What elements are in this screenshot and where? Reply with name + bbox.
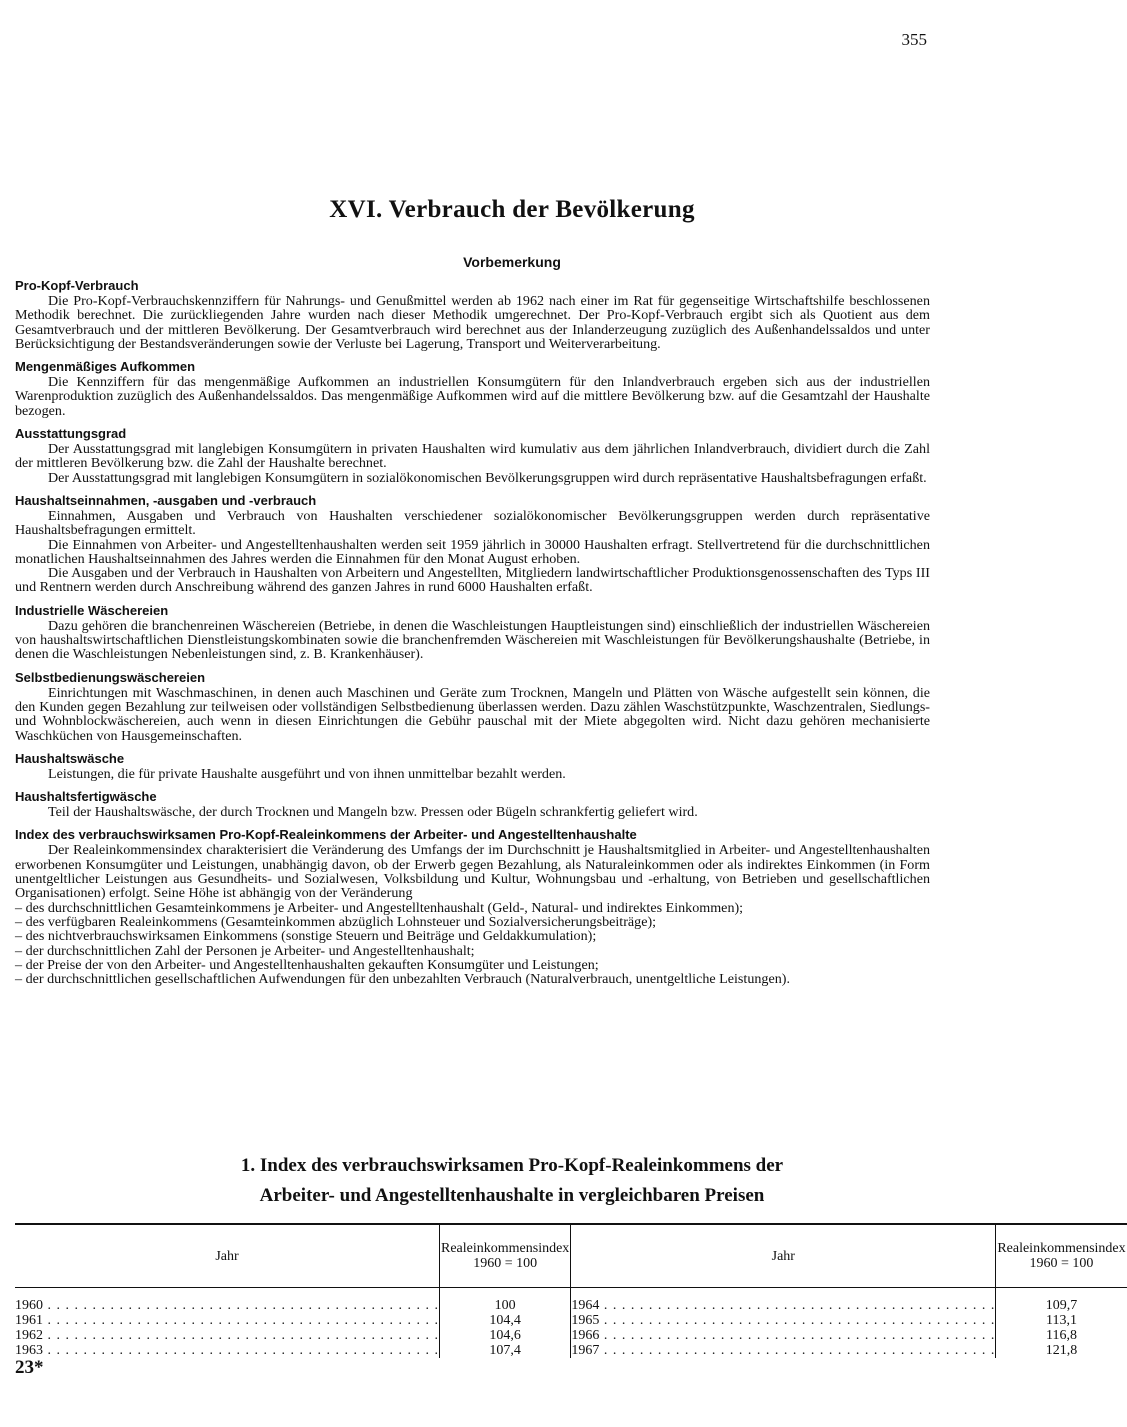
section-paragraph: Die Ausgaben und der Verbrauch in Haushalten von Arbeitern und Angestellten, Mitgliedern landwirtschaftlicher Produktionsgenossenschaften des Typs III und Rentnern werden durch Anschreibung während des ganzen Jahres in rund 6000 Haushalten erfaßt.: [15, 565, 930, 596]
year-cell: 1960 . . .: [15, 1298, 440, 1313]
section-haushaltseinnahmen: [15, 493, 930, 595]
section-haushaltswaesche: [15, 751, 930, 781]
year-cell: 1963 . . .: [15, 1343, 440, 1358]
header-index-label: Realeinkommensindex: [997, 1241, 1126, 1256]
section-paragraph: Der Ausstattungsgrad mit langlebigen Konsumgütern in sozialökonomischen Bevölkerungsgruppen wird durch repräsentative Haushaltsbefragungen erfaßt.: [48, 469, 927, 486]
index-cell: 104,4: [440, 1313, 571, 1328]
section-heading: Selbstbedienungswäschereien: [15, 669, 206, 685]
section-heading: Haushaltswäsche: [15, 750, 125, 766]
index-cell: 109,7: [996, 1298, 1127, 1313]
list-item: – des durchschnittlichen Gesamteinkommens je Arbeiter- und Angestelltenhaushalt (Geld-, Natural- und indirektes Einkommen);: [15, 899, 744, 916]
section-haushaltsfertigwaesche: [15, 789, 930, 819]
header-index: [996, 1224, 1127, 1288]
section-paragraph: Die Pro-Kopf-Verbrauchskennziffern für Nahrungs- und Genußmittel werden ab 1962 nach einer im Rat für gegenseitige Wirtschaftshilfe beschlossenen Methodik berechnet. Die zurückliegenden Jahre wurden nach dieser Methodik umgerechnet. Der Pro-Kopf-Verbrauch ergibt sich als Quotient aus dem Gesamtverbrauch und der mittleren Bevölkerung. Der Gesamtverbrauch wird berechnet aus der Inlanderzeugung zuzüglich des Außenhandelssaldos und unter Berücksichtigung der Bestandsveränderungen sowie der Verluste bei Lagerung, Transport und Weiterverarbeitung.: [15, 293, 930, 352]
section-heading: Haushaltsfertigwäsche: [15, 789, 157, 805]
year-cell: 1964 . . .: [571, 1298, 996, 1313]
index-cell: 116,8: [996, 1328, 1127, 1343]
section-paragraph: Der Ausstattungsgrad mit langlebigen Konsumgütern in privaten Haushalten wird kumulativ aus dem jährlichen Inlandverbrauch, dividiert durch die Zahl der mittleren Bevölkerung bzw. die Zahl der Haushalte berechnet.: [15, 441, 930, 472]
header-index: [440, 1224, 571, 1288]
section-heading: Haushaltseinnahmen, -ausgaben und -verbrauch: [15, 492, 317, 508]
table-title-line: 1. Index des verbrauchswirksamen Pro-Kopf-Realeinkommens der: [240, 1155, 784, 1176]
header-year: Jahr: [571, 1224, 996, 1288]
section-paragraph: Einrichtungen mit Waschmaschinen, in denen auch Maschinen und Geräte zum Trocknen, Mangeln und Plätten von Wäsche aufgestellt sein können, die den Kunden gegen Bezahlung zur teilweisen oder vollständigen Selbstbedienung überlassen werden. Dazu zählen Waschstützpunkte, Waschzentralen, Siedlungs- und Wohnblockwäschereien, auch wenn in diesen Einrichtungen die Gebühr pauschal mit der Miete abgegolten wird. Nicht dazu gehören mechanisierte Waschküchen von Hausgemeinschaften.: [15, 684, 930, 744]
section-heading: Pro-Kopf-Verbrauch: [15, 278, 139, 293]
section-paragraph: Leistungen, die für private Haushalte ausgeführt und von ihnen unmittelbar bezahlt werden.: [48, 765, 566, 782]
section-paragraph: Die Einnahmen von Arbeiter- und Angestelltenhaushalten werden seit 1959 jährlich in 30000 Haushalten erfragt. Stellvertretend für die durchschnittlichen monatlichen Haushaltseinnahmen des Jahres werden die Einnahmen für den Monat August erhoben.: [15, 536, 930, 567]
preliminary-note-heading: Vorbemerkung: [463, 254, 561, 270]
section-pro-kopf-verbrauch: [15, 278, 930, 351]
table-row: [15, 1313, 1127, 1328]
signature-mark: 23*: [15, 1357, 44, 1378]
year-cell: 1962 . . .: [15, 1328, 440, 1343]
section-heading: Ausstattungsgrad: [15, 426, 127, 442]
year-cell: 1966 . . .: [571, 1328, 996, 1343]
section-paragraph: Der Realeinkommensindex charakterisiert die Veränderung des Umfangs der im Durchschnitt je Haushaltsmitglied in Arbeiter- und Angestelltenhaushalten erworbenen Konsumgüter und Leistungen, unabhängig davon, ob der Erwerb gegen Bezahlung, als Naturaleinkommen oder als indirektes Einkommen (in Form unentgeltlicher Leistungen aus Gesundheits- und Sozialwesen, Volksbildung und Kultur, Wohnungsbau und -erhaltung, von Betrieben und gesellschaftlichen Organisationen) erfolgt. Seine Höhe ist abhängig von der Veränderung: [15, 842, 930, 902]
table-title: [0, 1151, 1024, 1211]
section-mengenmaessiges-aufkommen: [15, 359, 930, 418]
section-heading: Index des verbrauchswirksamen Pro-Kopf-Realeinkommens der Arbeiter- und Angestelltenhaushalte: [15, 827, 637, 843]
list-item: – der Preise der von den Arbeiter- und Angestelltenhaushalten gekauften Konsumgüter und Leistungen;: [15, 956, 599, 973]
body-text: [15, 278, 930, 994]
year-cell: 1965 . . .: [571, 1313, 996, 1328]
header-index-base: 1960 = 100: [1029, 1256, 1094, 1271]
list-item: – der durchschnittlichen Zahl der Personen je Arbeiter- und Angestelltenhaushalt;: [15, 942, 475, 959]
table-spacer-row: [15, 1288, 1127, 1299]
section-selbstbedienungswaeschereien: [15, 670, 930, 743]
index-cell: 121,8: [996, 1343, 1127, 1358]
list-item: – des verfügbaren Realeinkommens (Gesamteinkommen abzüglich Lohnsteuer und Sozialversicherungsbeiträge);: [15, 913, 657, 930]
section-heading: Industrielle Wäschereien: [15, 602, 169, 618]
index-cell: 104,6: [440, 1328, 571, 1343]
header-index-label: Realeinkommensindex: [441, 1241, 570, 1256]
section-paragraph: Dazu gehören die branchenreinen Wäschereien (Betriebe, in denen die Waschleistungen Hauptleistungen sind) einschließlich der industriellen Wäschereien von haushaltswirtschaftlichen Dienstleistungskombinaten sowie die branchenfremden Wäschereien mit Waschleistungen für Bevölkerungshaushalte (Betriebe, in denen die Waschleistungen Nebenleistungen sind, z. B. Krankenhäuser).: [15, 617, 930, 663]
section-industrielle-waeschereien: [15, 603, 930, 662]
year-cell: 1967 . . .: [571, 1343, 996, 1358]
table-row: [15, 1343, 1127, 1358]
year-cell: 1961 . . .: [15, 1313, 440, 1328]
section-paragraph: Teil der Haushaltswäsche, der durch Trocknen und Mangeln bzw. Pressen oder Bügeln schrankfertig geliefert wird.: [48, 804, 698, 821]
list-item: – der durchschnittlichen gesellschaftlichen Aufwendungen für den unbezahlten Verbrauch (Naturalverbrauch, unentgeltliche Leistungen).: [15, 971, 790, 988]
table-title-line: Arbeiter- und Angestelltenhaushalte in vergleichbaren Preisen: [259, 1185, 765, 1206]
header-year: Jahr: [15, 1224, 440, 1288]
chapter-title: XVI. Verbrauch der Bevölkerung: [329, 196, 695, 223]
income-index-table: [15, 1223, 1127, 1358]
section-ausstattungsgrad: [15, 426, 930, 485]
header-index-base: 1960 = 100: [473, 1256, 538, 1271]
dependency-list: [15, 901, 930, 987]
table-row: [15, 1298, 1127, 1313]
table-row: [15, 1328, 1127, 1343]
section-index-realeinkommen: [15, 827, 930, 986]
table-header-row: [15, 1224, 1127, 1288]
section-paragraph: Die Kennziffern für das mengenmäßige Aufkommen an industriellen Konsumgütern für den Inlandverbrauch ergeben sich aus der industriellen Warenproduktion zuzüglich des Außenhandelssaldos. Das mengenmäßige Aufkommen wird auf die mittlere Bevölkerung bzw. auf die Gesamtzahl der Haushalte bezogen.: [15, 374, 930, 419]
index-cell: 100: [440, 1298, 571, 1313]
list-item: – des nichtverbrauchswirksamen Einkommens (sonstige Steuern und Beiträge und Geldakkumulation);: [15, 928, 597, 945]
page-number: 355: [901, 30, 927, 49]
section-paragraph: Einnahmen, Ausgaben und Verbrauch von Haushalten verschiedener sozialökonomischer Bevölkerungsgruppen werden durch repräsentative Haushaltsbefragungen ermittelt.: [15, 507, 930, 539]
index-cell: 107,4: [440, 1343, 571, 1358]
index-cell: 113,1: [996, 1313, 1127, 1328]
section-heading: Mengenmäßiges Aufkommen: [15, 359, 196, 375]
